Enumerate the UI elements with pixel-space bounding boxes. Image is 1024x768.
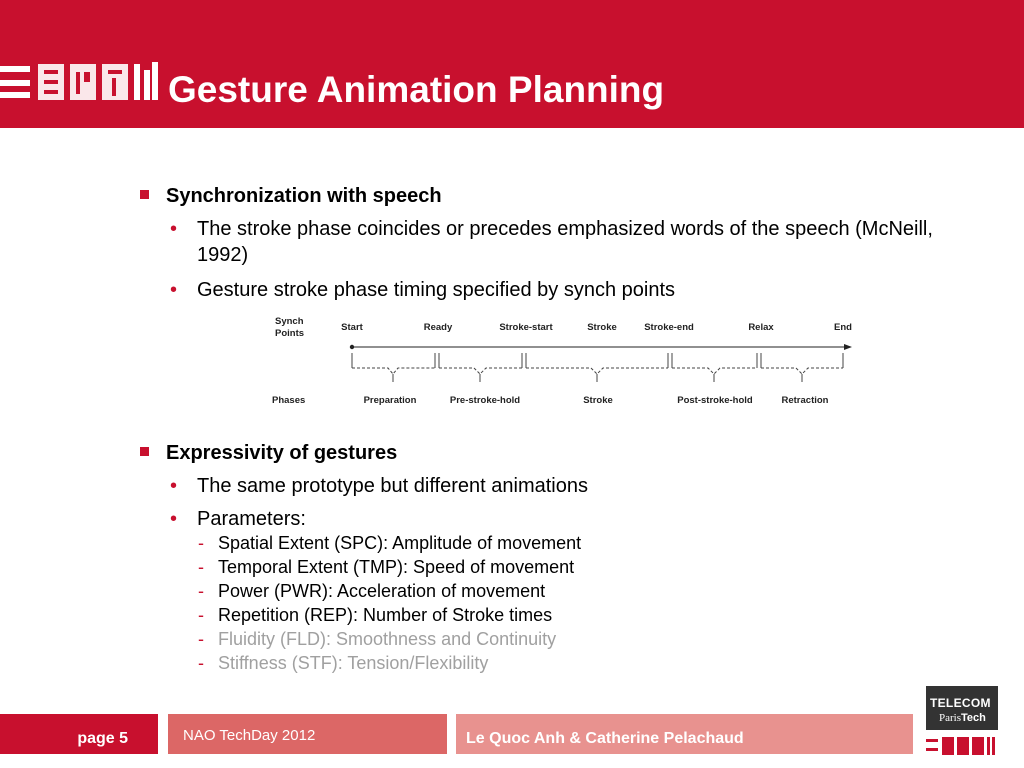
synch-point-stroke-start: Stroke-start [499,322,553,333]
section-heading-synchronization [140,183,442,209]
university-small-logo [926,736,998,756]
synch-point-relax: Relax [748,322,774,333]
paristech-logo-text [939,712,986,724]
synch-point-stroke: Stroke [587,322,617,333]
dash-bullet-icon: - [198,557,204,577]
university-logo [0,60,160,104]
square-bullet-icon [140,190,149,199]
phase-stroke: Stroke [583,395,613,406]
telecom-logo-text: TELECOM [930,696,991,710]
section-heading-expressivity [140,440,397,466]
synch-points-label: Synch [275,316,304,327]
synch-point-ready: Ready [423,322,453,333]
dash-bullet-icon: - [198,533,204,553]
list-item-text: Parameters: [197,508,306,530]
dash-bullet-icon: - [198,653,204,673]
parameter-item-tmp [198,555,574,579]
footer-event [168,714,447,754]
parameter-item-stf [198,651,488,675]
synch-point-start: Start [341,322,363,333]
bullet-dot-icon: • [170,508,178,530]
phase-pre-stroke-hold: Pre-stroke-hold [449,395,521,406]
bullet-dot-icon: • [170,279,178,301]
phases-label: Phases [272,395,306,406]
list-item [170,216,950,268]
parameter-text: Fluidity (FLD): Smoothness and Continuity [218,629,557,649]
section-heading-text: Synchronization with speech [166,185,442,207]
footer-authors [456,714,913,754]
parameter-item-pwr [198,579,545,603]
list-item [170,277,675,303]
dash-bullet-icon: - [198,581,204,601]
page-number-text: page 5 [77,730,128,747]
parameter-text: Stiffness (STF): Tension/Flexibility [218,653,489,673]
parameter-text: Spatial Extent (SPC): Amplitude of movement [218,533,582,553]
list-item-text: The same prototype but different animations [197,475,588,497]
tech-text: Tech [961,712,986,724]
parameter-item-rep [198,603,552,627]
list-item [170,506,306,532]
parameter-text: Power (PWR): Acceleration of movement [218,581,546,601]
parameter-item-fld [198,627,556,651]
list-item-text: Gesture stroke phase timing specified by synch points [197,279,676,301]
parameter-text: Repetition (REP): Number of Stroke times [218,605,553,625]
phase-connectors [393,374,802,382]
dash-bullet-icon: - [198,629,204,649]
dash-bullet-icon: - [198,605,204,625]
phase-post-stroke-hold: Post-stroke-hold [677,395,753,406]
gesture-phase-diagram [268,312,868,412]
authors-text: Le Quoc Anh & Catherine Pelachaud [466,730,744,747]
list-item-text: The stroke phase coincides or precedes emphasized words of the speech (McNeill, 1992) [197,218,933,266]
phase-retraction: Retraction [781,395,829,406]
timeline-ticks [352,353,843,368]
section-heading-text: Expressivity of gestures [166,442,398,464]
telecom-paristech-logo [926,686,998,730]
list-item [170,473,588,499]
paris-text: Paris [939,712,961,724]
timeline-axis [350,344,852,350]
slide-header [0,0,1024,128]
bullet-dot-icon: • [170,475,178,497]
phase-braces [352,368,843,374]
synch-point-end: End [834,322,852,333]
footer-page-number [0,714,158,754]
phase-preparation: Preparation [363,395,417,406]
event-name-text: NAO TechDay 2012 [183,727,316,744]
parameter-text: Temporal Extent (TMP): Speed of movement [218,557,575,577]
synch-points-label: Points [275,328,305,339]
square-bullet-icon [140,447,149,456]
bullet-dot-icon: • [170,218,178,240]
page-title: Gesture Animation Planning [168,69,665,110]
parameter-item-spc [198,531,581,555]
synch-point-stroke-end: Stroke-end [644,322,694,333]
